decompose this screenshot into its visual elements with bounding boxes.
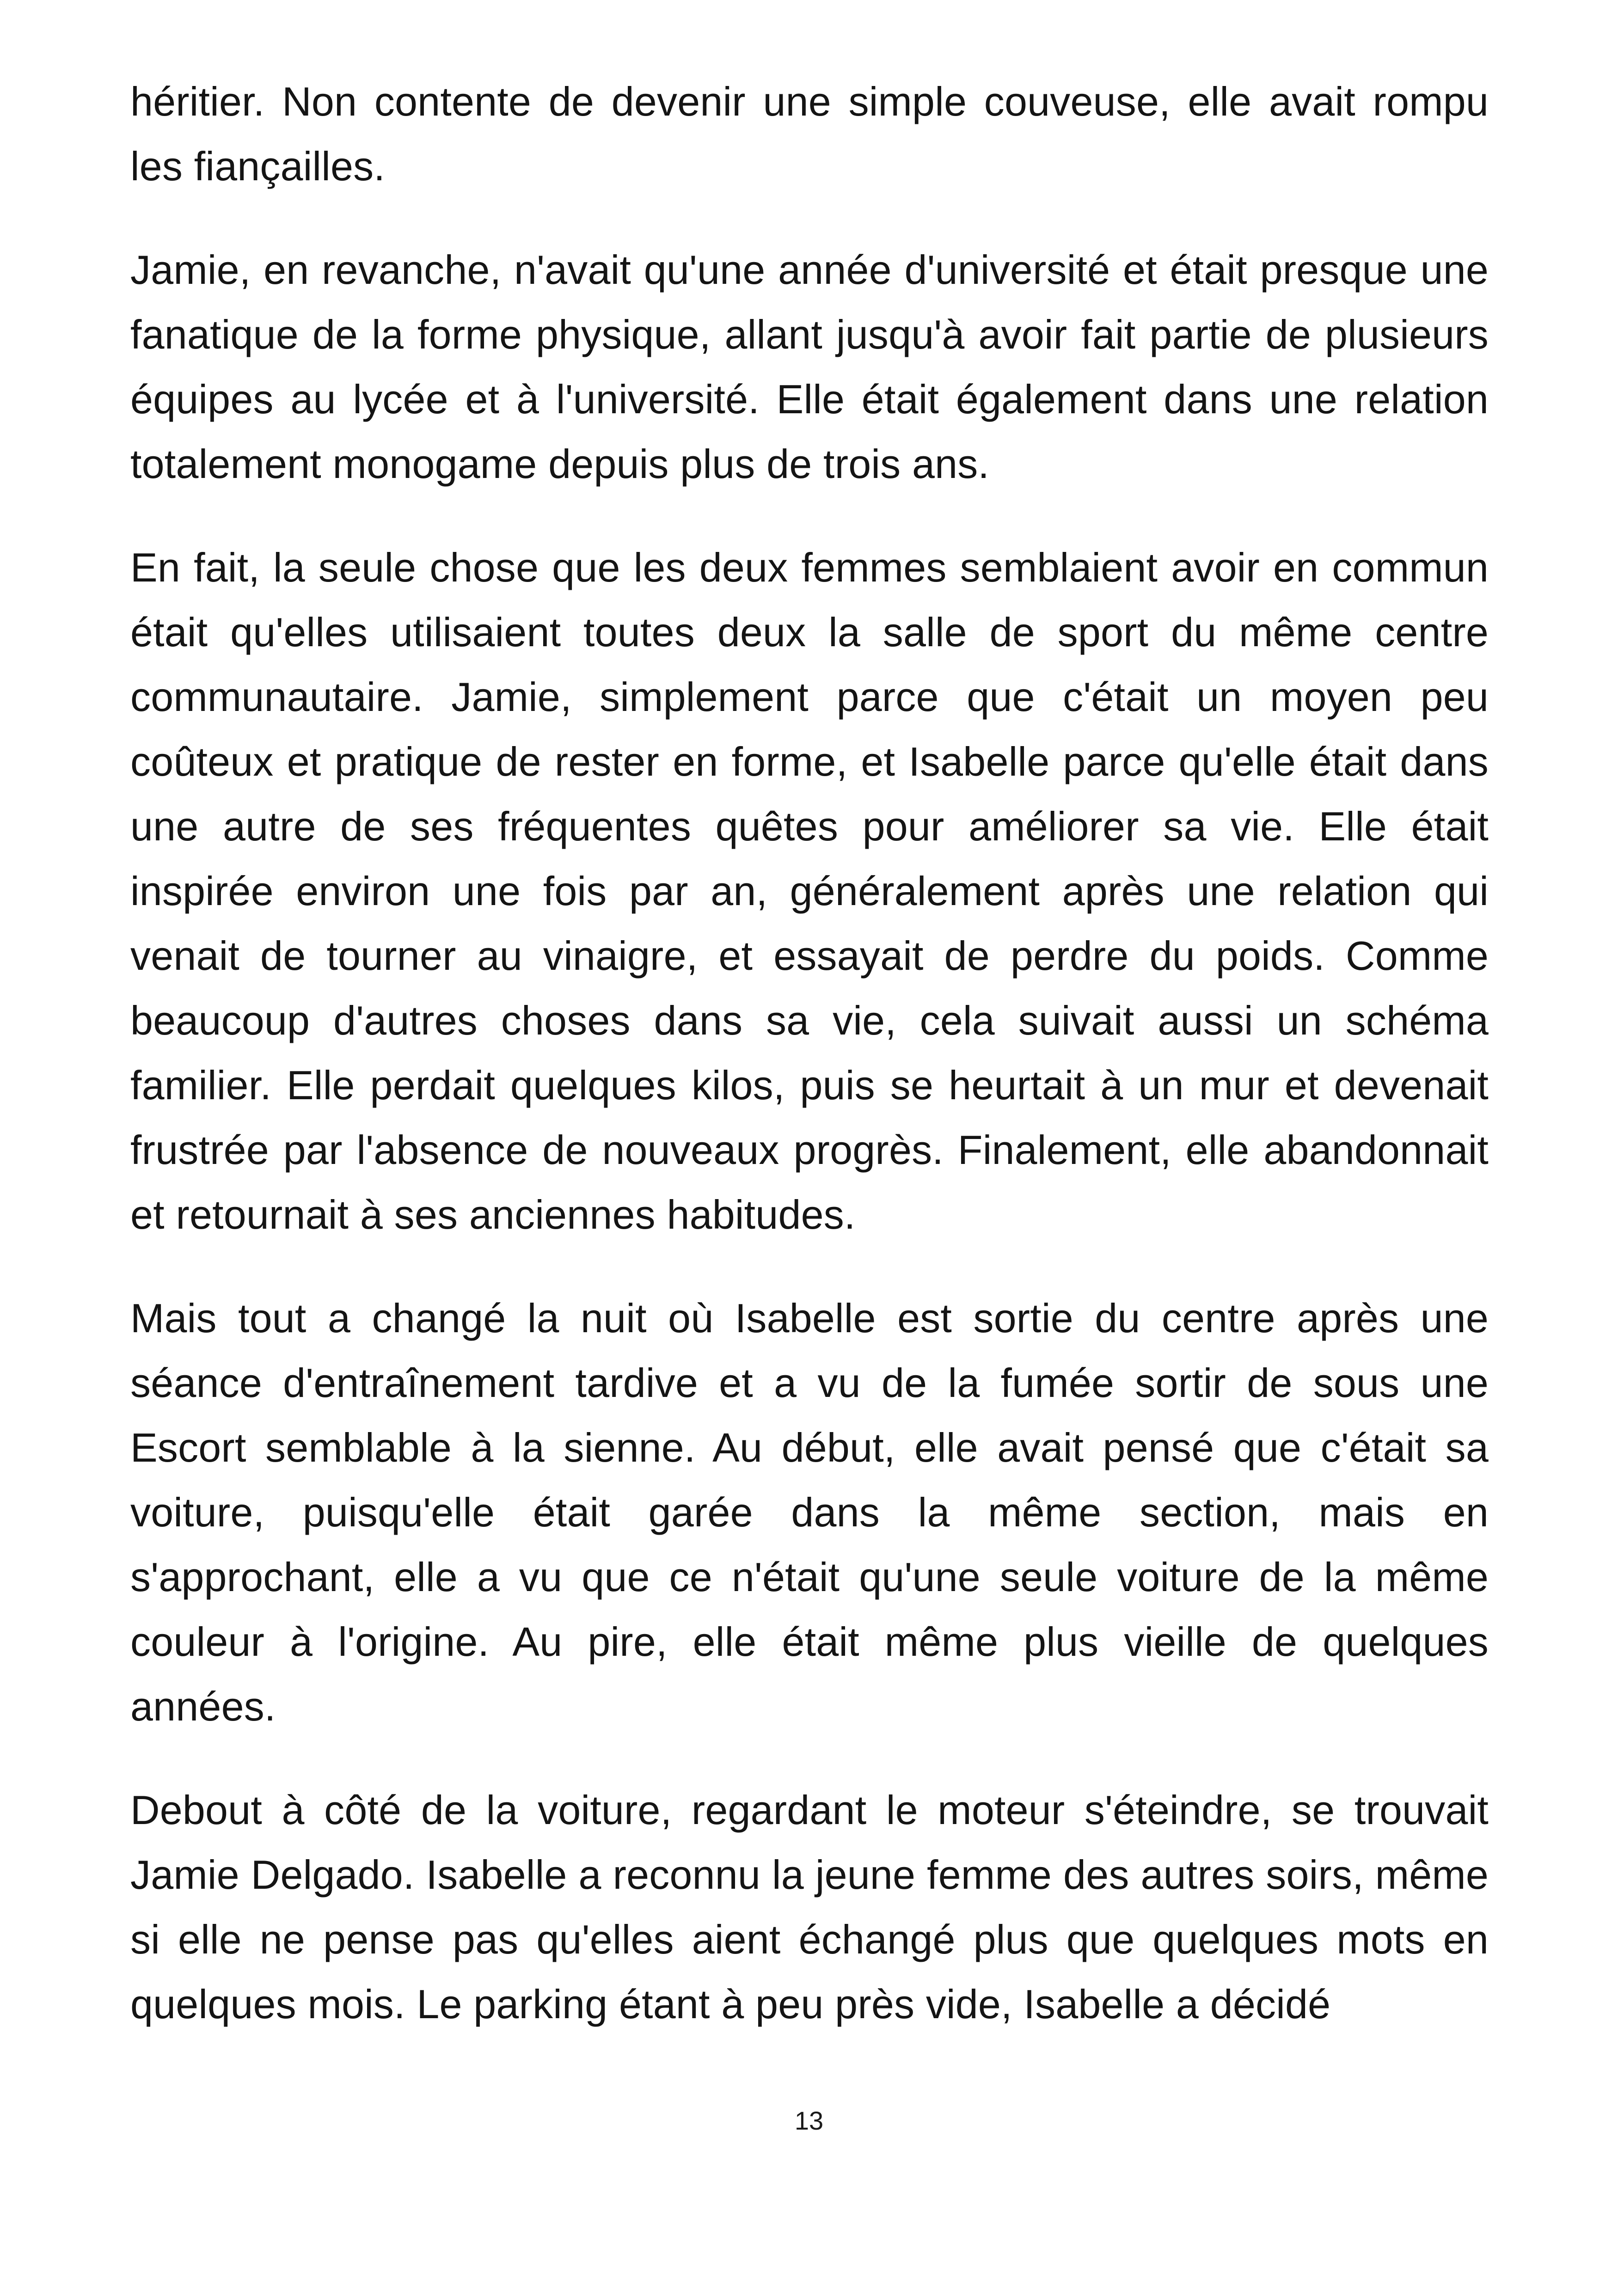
body-text xyxy=(130,69,1489,2037)
paragraph-3: En fait, la seule chose que les deux femmes semblaient avoir en commun était qu'elles utilisaient toutes deux la salle de sport du même centre communautaire. Jamie, simplement parce que c'était un moyen peu coûteux et pratique de rester en forme, et Isabelle parce qu'elle était dans une autre de ses fréquentes quêtes pour améliorer sa vie. Elle était inspirée environ une fois par an, généralement après une relation qui venait de tourner au vinaigre, et essayait de perdre du poids. Comme beaucoup d'autres choses dans sa vie, cela suivait aussi un schéma familier. Elle perdait quelques kilos, puis se heurtait à un mur et devenait frustrée par l'absence de nouveaux progrès. Finalement, elle abandonnait et retournait à ses anciennes habitudes. xyxy=(130,545,1489,1237)
paragraph-2: Jamie, en revanche, n'avait qu'une année d'université et était presque une fanatique de la forme physique, allant jusqu'à avoir fait partie de plusieurs équipes au lycée et à l'université. Elle était également dans une relation totalement monogame depuis plus de trois ans. xyxy=(130,247,1489,487)
paragraph-4: Mais tout a changé la nuit où Isabelle est sortie du centre après une séance d'entraînement tardive et a vu de la fumée sortir de sous une Escort semblable à la sienne. Au début, elle avait pensé que c'était sa voiture, puisqu'elle était garée dans la même section, mais en s'approchant, elle a vu que ce n'était qu'une seule voiture de la même couleur à l'origine. Au pire, elle était même plus vieille de quelques années. xyxy=(130,1295,1489,1729)
paragraph-5: Debout à côté de la voiture, regardant le moteur s'éteindre, se trouvait Jamie Delgado. Isabelle a reconnu la jeune femme des autres soirs, même si elle ne pense pas qu'elles aient échangé plus que quelques mots en quelques mois. Le parking étant à peu près vide, Isabelle a décidé xyxy=(130,1787,1489,2027)
page-number: 13 xyxy=(794,2106,824,2135)
paragraph-1: héritier. Non contente de devenir une simple couveuse, elle avait rompu les fiançailles. xyxy=(130,79,1489,189)
